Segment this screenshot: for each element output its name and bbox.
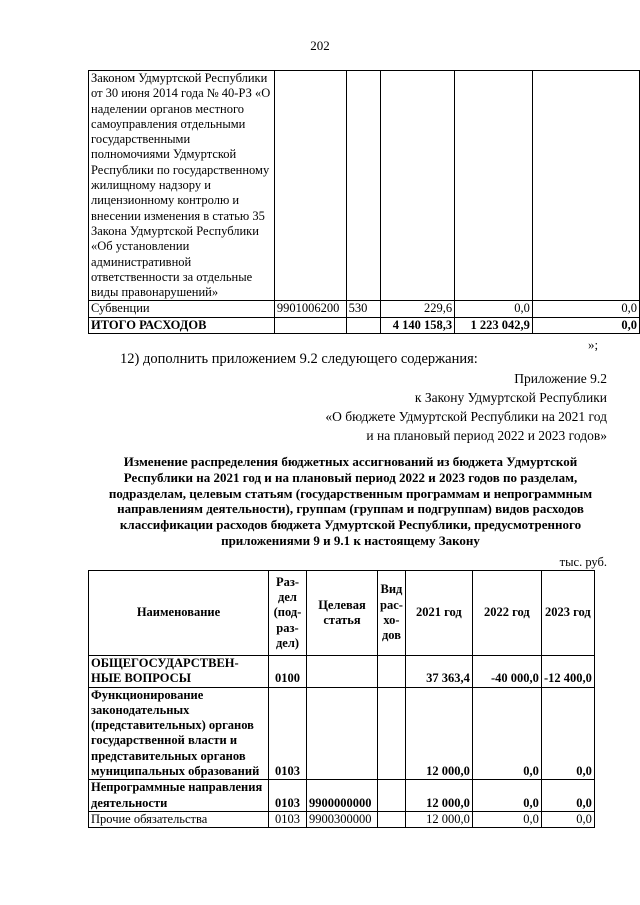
page-number: 202 <box>310 38 330 53</box>
row-vr <box>378 687 406 780</box>
row-vr <box>346 317 380 333</box>
row-name: Субвенции <box>89 301 275 317</box>
row-csr: 9901006200 <box>274 301 346 317</box>
row-2023: 0,0 <box>541 780 594 812</box>
table-row <box>89 656 595 688</box>
row-name: Непрограммные направления деятельности <box>89 780 269 812</box>
units-label: тыс. руб. <box>559 555 607 569</box>
table-header-row <box>89 571 595 656</box>
row-2023: 0,0 <box>532 317 639 333</box>
row-csr: 9900300000 <box>307 811 378 827</box>
row-csr: 9900000000 <box>307 780 378 812</box>
col-2022-header: 2022 год <box>472 571 541 656</box>
row-2023: 0,0 <box>541 687 594 780</box>
total-row <box>89 317 640 333</box>
col-vr-header: Вид рас-хо-дов <box>378 571 406 656</box>
col-name-header: Наименование <box>89 571 269 656</box>
row-2021: 4 140 158,3 <box>380 317 455 333</box>
row-name: ОБЩЕГОСУДАРСТВЕН-НЫЕ ВОПРОСЫ <box>89 656 269 688</box>
table-row <box>89 301 640 317</box>
row-section: 0100 <box>269 656 307 688</box>
row-2022: 0,0 <box>472 811 541 827</box>
row-2021: 12 000,0 <box>405 811 472 827</box>
row-vr <box>378 656 406 688</box>
row-2021: 229,6 <box>380 301 455 317</box>
col-2023-header: 2023 год <box>541 571 594 656</box>
appendix-line: и на плановый период 2022 и 2023 годов» <box>366 428 607 443</box>
row-2022: 0,0 <box>472 687 541 780</box>
closing-quote-mark: »; <box>588 337 599 352</box>
row-2023: -12 400,0 <box>541 656 594 688</box>
appendix-line: «О бюджете Удмуртской Республики на 2021 год <box>325 409 607 424</box>
row-2023: 0,0 <box>532 301 639 317</box>
col-section-header: Раз-дел (под-раз-дел) <box>269 571 307 656</box>
row-vr <box>378 780 406 812</box>
col-2021-header: 2021 год <box>405 571 472 656</box>
row-2022: 1 223 042,9 <box>455 317 533 333</box>
row-2022: 0,0 <box>455 301 533 317</box>
table-row <box>89 811 595 827</box>
row-csr <box>307 656 378 688</box>
appendix-header <box>325 369 607 445</box>
col-csr-header: Целевая статья <box>307 571 378 656</box>
document-heading: Изменение распределения бюджетных ассигнований из бюджета Удмуртской Республики на 2021 год и на плановый период 2022 и 2023 годов по разделам, подразделам, целевым статьям (государственным программам и непрограммным направлениям деятельности), группам (группам и подгруппам) видов расходов классификации расходов бюджета Удмуртской Республики, предусмотренного приложениями 9 и 9.1 к настоящему Закону <box>108 454 593 548</box>
row-2021: 37 363,4 <box>405 656 472 688</box>
amendment-text: 12) дополнить приложением 9.2 следующего содержания: <box>120 351 478 367</box>
law-text-cell: Законом Удмуртской Республики от 30 июня 2014 года № 40-РЗ «О наделении органов местного самоуправления отдельными государственными полномочиями Удмуртской Республики по государственному жилищному надзору и лицензионному контролю и внесении изменения в статью 35 Закона Удмуртской Республики «Об установлении административной ответственности за отдельные виды правонарушений» <box>89 71 275 301</box>
row-vr: 530 <box>346 301 380 317</box>
row-2022: -40 000,0 <box>472 656 541 688</box>
row-section: 0103 <box>269 780 307 812</box>
row-name: ИТОГО РАСХОДОВ <box>89 317 275 333</box>
row-name: Прочие обязательства <box>89 811 269 827</box>
row-vr <box>378 811 406 827</box>
continuation-table <box>88 70 640 334</box>
row-csr <box>274 317 346 333</box>
row-csr <box>307 687 378 780</box>
row-2023: 0,0 <box>541 811 594 827</box>
appendix-line: Приложение 9.2 <box>514 371 607 386</box>
table-row <box>89 687 595 780</box>
row-section: 0103 <box>269 811 307 827</box>
table-row <box>89 780 595 812</box>
budget-table <box>88 570 595 828</box>
row-2021: 12 000,0 <box>405 780 472 812</box>
row-2021: 12 000,0 <box>405 687 472 780</box>
appendix-line: к Закону Удмуртской Республики <box>414 390 607 405</box>
row-section: 0103 <box>269 687 307 780</box>
table-row <box>89 71 640 301</box>
row-name: Функционирование законодательных (представительных) органов государственной власти и представительных органов муниципальных образований <box>89 687 269 780</box>
row-2022: 0,0 <box>472 780 541 812</box>
